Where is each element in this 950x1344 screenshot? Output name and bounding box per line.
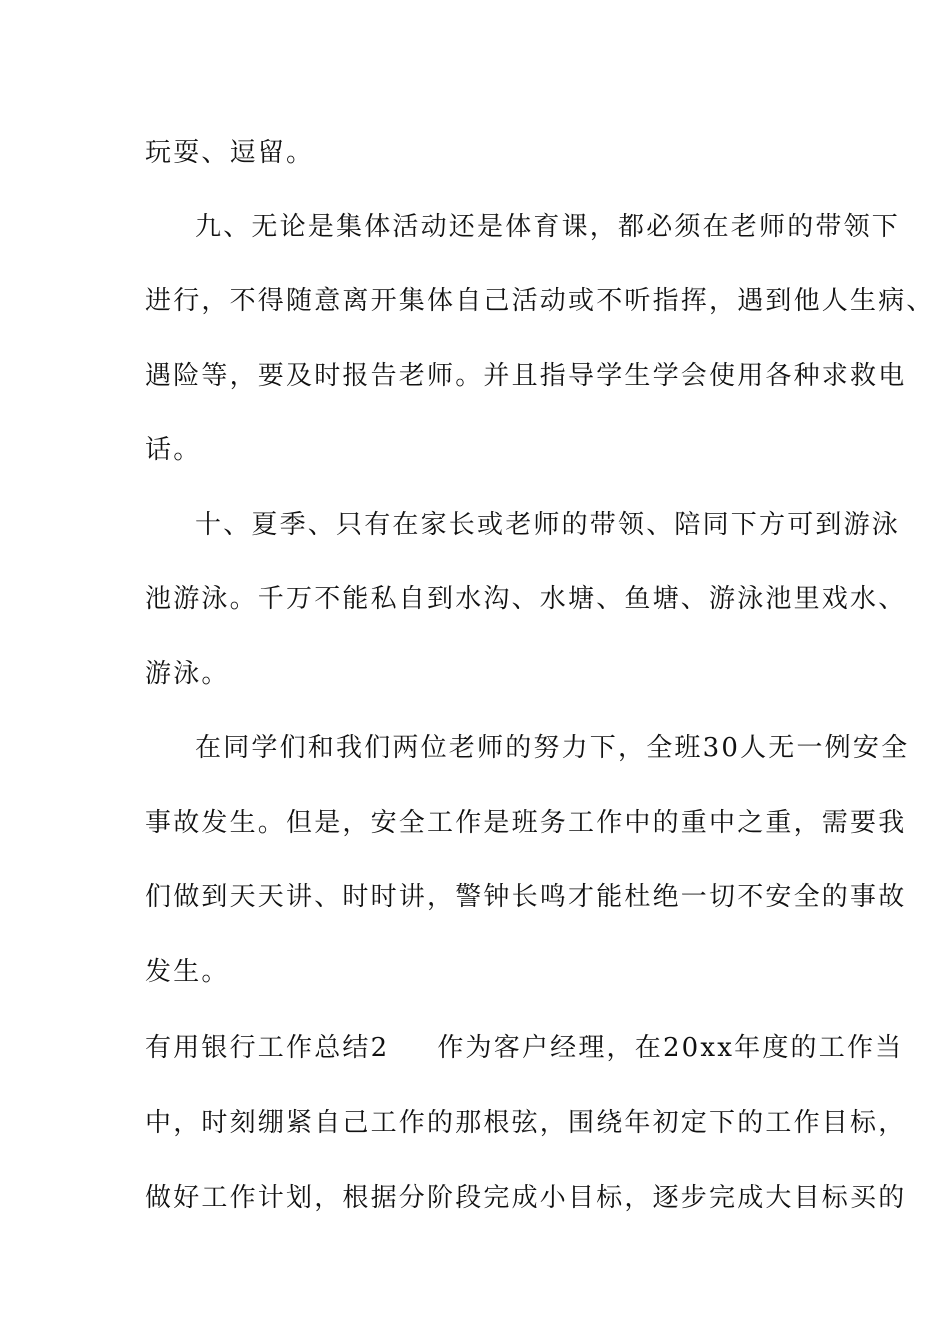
paragraph-line: 池游泳。千万不能私自到水沟、水塘、鱼塘、游泳池里戏水、 [145,584,907,614]
paragraph-line: 发生。 [145,957,230,987]
section-title: 有用银行工作总结2 [145,1033,390,1063]
paragraph-line: 玩耍、逗留。 [145,138,315,168]
section-first-line: 作为客户经理，在20xx年度的工作当 [437,1033,904,1063]
paragraph-line: 做好工作计划，根据分阶段完成小目标，逐步完成大目标买的 [145,1183,907,1213]
paragraph-line: 事故发生。但是，安全工作是班务工作中的重中之重，需要我 [145,808,907,838]
paragraph-line: 九、无论是集体活动还是体育课，都必须在老师的带领下 [195,212,901,242]
section-heading-line [145,1031,904,1065]
paragraph-line: 在同学们和我们两位老师的努力下，全班30人无一例安全 [195,733,910,763]
paragraph-line: 游泳。 [145,659,230,689]
paragraph-line: 们做到天天讲、时时讲，警钟长鸣才能杜绝一切不安全的事故 [145,882,907,912]
paragraph-line: 遇险等，要及时报告老师。并且指导学生学会使用各种求救电 [145,361,907,391]
paragraph-line: 进行，不得随意离开集体自己活动或不听指挥，遇到他人生病、 [145,286,935,316]
paragraph-line: 十、夏季、只有在家长或老师的带领、陪同下方可到游泳 [195,510,901,540]
paragraph-line: 话。 [145,435,202,465]
paragraph-line: 中，时刻绷紧自己工作的那根弦，围绕年初定下的工作目标， [145,1108,907,1138]
